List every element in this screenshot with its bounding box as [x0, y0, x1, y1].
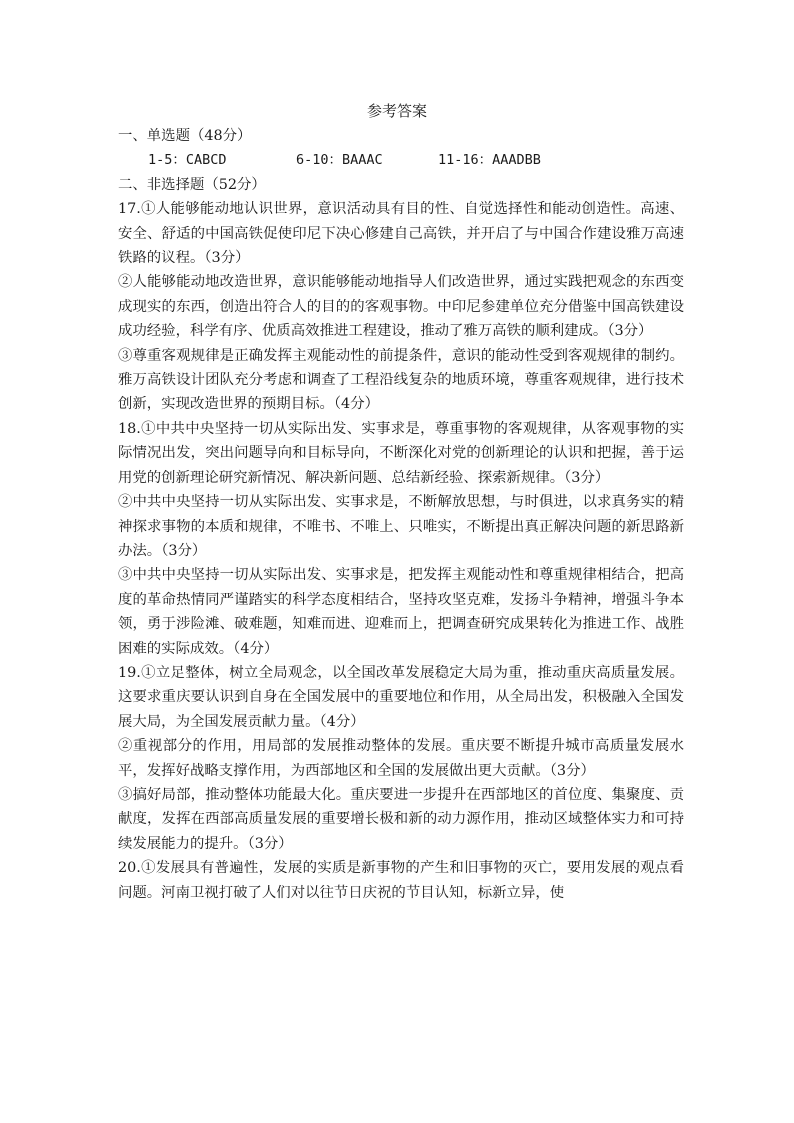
answer-group: 1-5：CABCD [148, 152, 227, 169]
answer-group: 6-10：BAAAC [296, 152, 383, 169]
answer-paragraph: ②中共中央坚持一切从实际出发、实事求是，不断解放思想，与时俱进，以求真务实的精神探求事物的本质和规律，不唯书、不唯上、只唯实，不断提出真正解决问题的新思路新办法。（3分） [118, 494, 684, 559]
answer-paragraph: ②重视部分的作用，用局部的发展推动整体的发展。重庆要不断提升城市高质量发展水平，发挥好战略支撑作用，为西部地区和全国的发展做出更大贡献。（3分） [118, 738, 684, 779]
answer-content [118, 124, 684, 905]
page-title: 参考答案 [366, 102, 427, 120]
answer-paragraph: 20.①发展具有普遍性，发展的实质是新事物的产生和旧事物的灭亡，要用发展的观点看问题。河南卫视打破了人们对以往节日庆祝的节目认知，标新立异，使 [118, 860, 684, 901]
single-choice-answers [118, 148, 684, 172]
section-heading-single-choice: 一、单选题（48分） [118, 128, 252, 144]
answer-paragraph: ③中共中央坚持一切从实际出发、实事求是，把发挥主观能动性和尊重规律相结合，把高度的革命热情同严谨踏实的科学态度相结合，坚持攻坚克难，发扬斗争精神，增强斗争本领，勇于涉险滩、破难题，知难而进、迎难而上，把调查研究成果转化为推进工作、战胜困难的实际成效。（4分） [118, 567, 684, 657]
answer-paragraph: ③搞好局部，推动整体功能最大化。重庆要进一步提升在西部地区的首位度、集聚度、贡献度，发挥在西部高质量发展的重要增长极和新的动力源作用，推动区域整体实力和可持续发展能力的提升。（3分） [118, 786, 684, 852]
answer-paragraph: 18.①中共中央坚持一切从实际出发、实事求是，尊重事物的客观规律，从客观事物的实际情况出发，突出问题导向和目标导向，不断深化对党的创新理论的认识和把握，善于运用党的创新理论研究新情况、解决新问题、总结新经验、探索新规律。（3分） [118, 420, 684, 486]
answer-paragraph: ②人能够能动地改造世界，意识能够能动地指导人们改造世界，通过实践把观念的东西变成现实的东西，创造出符合人的目的的客观事物。中印尼参建单位充分借鉴中国高铁建设成功经验，科学有序、优质高效推进工程建设，推动了雅万高铁的顺利建成。（3分） [118, 274, 684, 340]
answer-group: 11-16：AAADBB [438, 152, 541, 169]
answer-paragraph: 17.①人能够能动地认识世界，意识活动具有目的性、自觉选择性和能动创造性。高速、安全、舒适的中国高铁促使印尼下决心修建自己高铁，并开启了与中国合作建设雅万高速铁路的议程。（3分） [118, 201, 684, 267]
answer-paragraph: 19.①立足整体，树立全局观念，以全国改革发展稳定大局为重，推动重庆高质量发展。这要求重庆要认识到自身在全国发展中的重要地位和作用，从全局出发，积极融入全国发展大局，为全国发展贡献力量。（4分） [118, 664, 684, 730]
answer-paragraph: ③尊重客观规律是正确发挥主观能动性的前提条件，意识的能动性受到客观规律的制约。雅万高铁设计团队充分考虑和调查了工程沿线复杂的地质环境，尊重客观规律，进行技术创新，实现改造世界的预期目标。（4分） [118, 347, 684, 413]
section-heading-non-choice: 二、非选择题（52分） [118, 176, 266, 193]
